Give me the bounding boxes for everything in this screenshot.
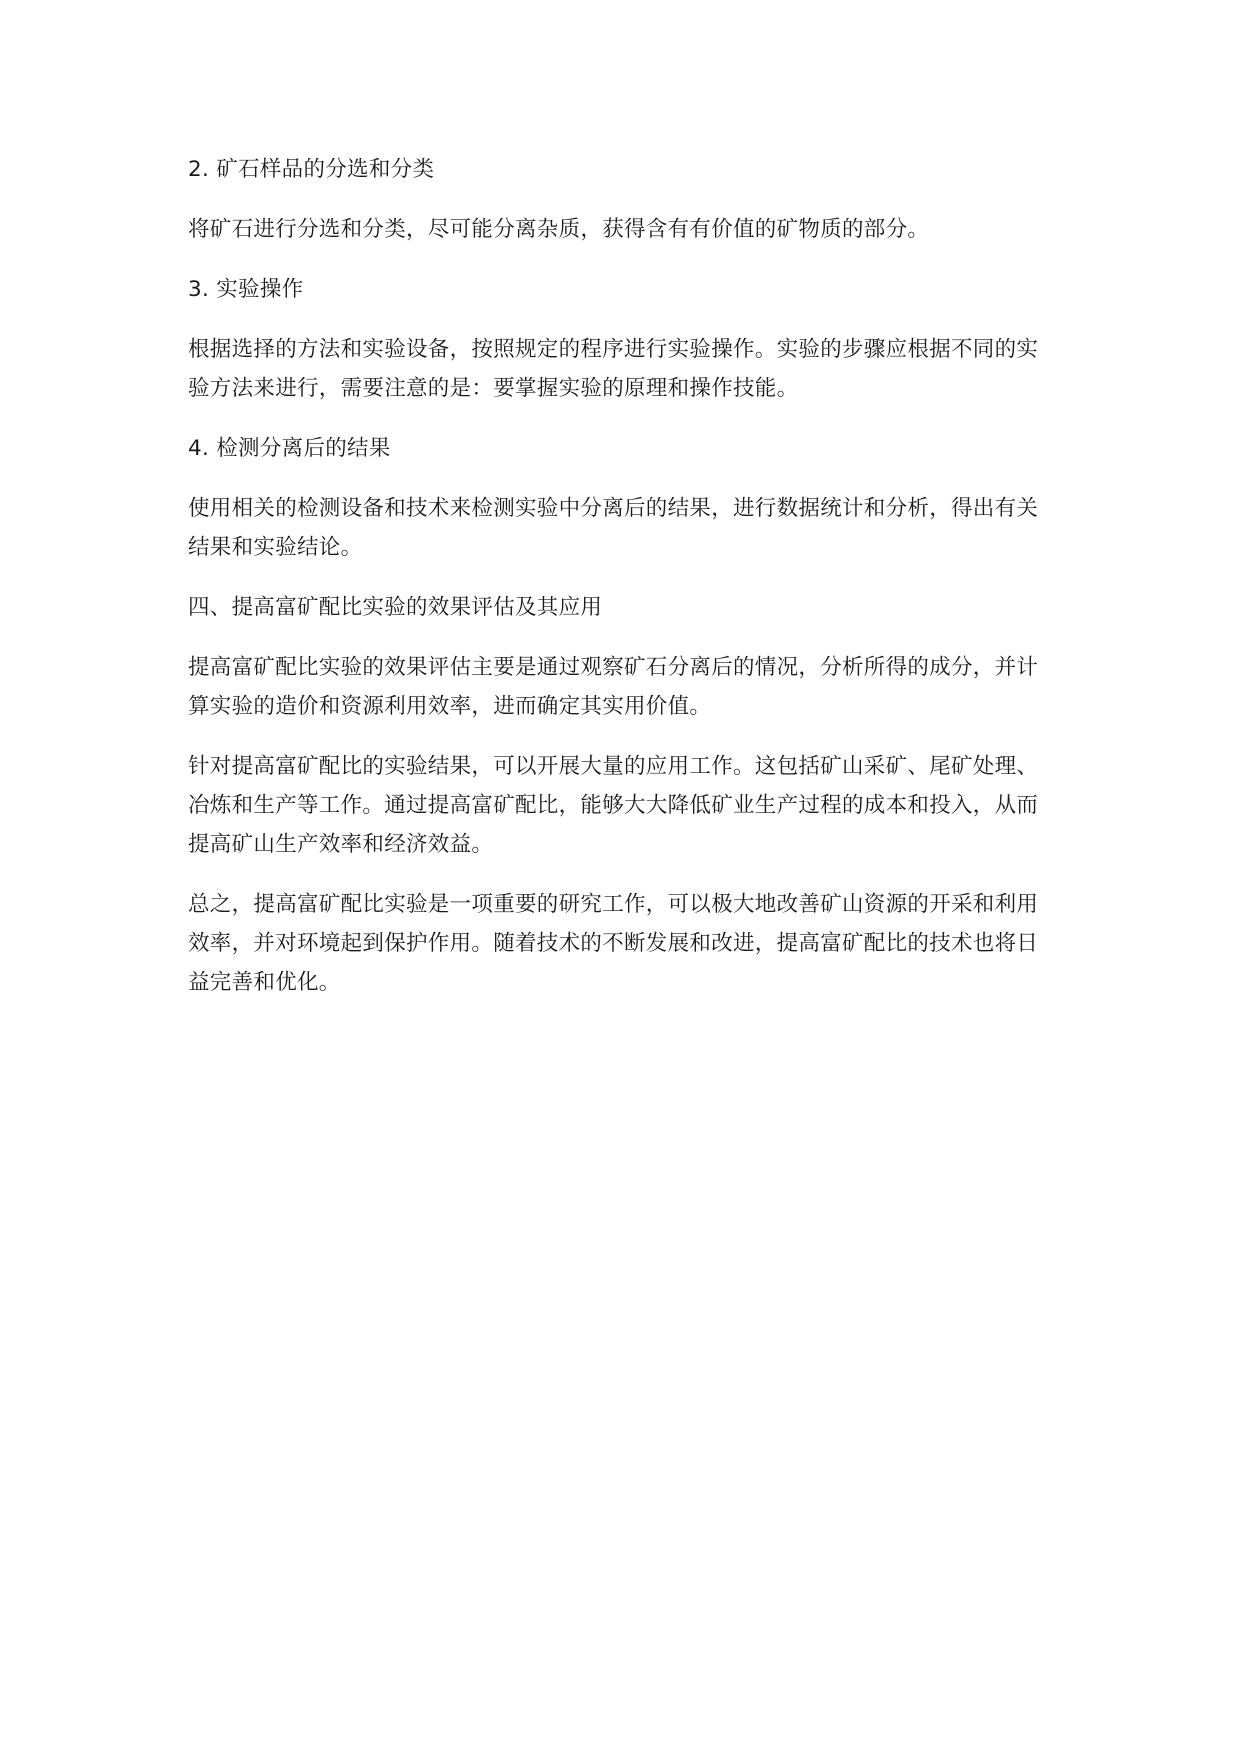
paragraph-detection: 使用相关的检测设备和技术来检测实验中分离后的结果，进行数据统计和分析，得出有关结果和实验结论。 <box>188 496 1039 560</box>
section-heading-3: 3. 实验操作 <box>188 277 304 302</box>
paragraph-sorting: 将矿石进行分选和分类，尽可能分离杂质，获得含有有价值的矿物质的部分。 <box>188 217 930 242</box>
section-heading-4: 4. 检测分离后的结果 <box>188 436 391 461</box>
paragraph-application: 针对提高富矿配比的实验结果，可以开展大量的应用工作。这包括矿山采矿、尾矿处理、冶炼和生产等工作。通过提高富矿配比，能够大大降低矿业生产过程的成本和投入，从而提高矿山生产效率和经济效益。 <box>188 754 1039 857</box>
section-heading-2: 2. 矿石样品的分选和分类 <box>188 157 435 182</box>
paragraph-operation: 根据选择的方法和实验设备，按照规定的程序进行实验操作。实验的步骤应根据不同的实验方法来进行，需要注意的是：要掌握实验的原理和操作技能。 <box>188 337 1039 401</box>
paragraph-conclusion: 总之，提高富矿配比实验是一项重要的研究工作，可以极大地改善矿山资源的开采和利用效率，并对环境起到保护作用。随着技术的不断发展和改进，提高富矿配比的技术也将日益完善和优化。 <box>188 892 1039 995</box>
document-body <box>188 150 1048 1023</box>
chapter-heading-4: 四、提高富矿配比实验的效果评估及其应用 <box>188 595 603 620</box>
paragraph-evaluation: 提高富矿配比实验的效果评估主要是通过观察矿石分离后的情况，分析所得的成分，并计算实验的造价和资源利用效率，进而确定其实用价值。 <box>188 655 1039 719</box>
